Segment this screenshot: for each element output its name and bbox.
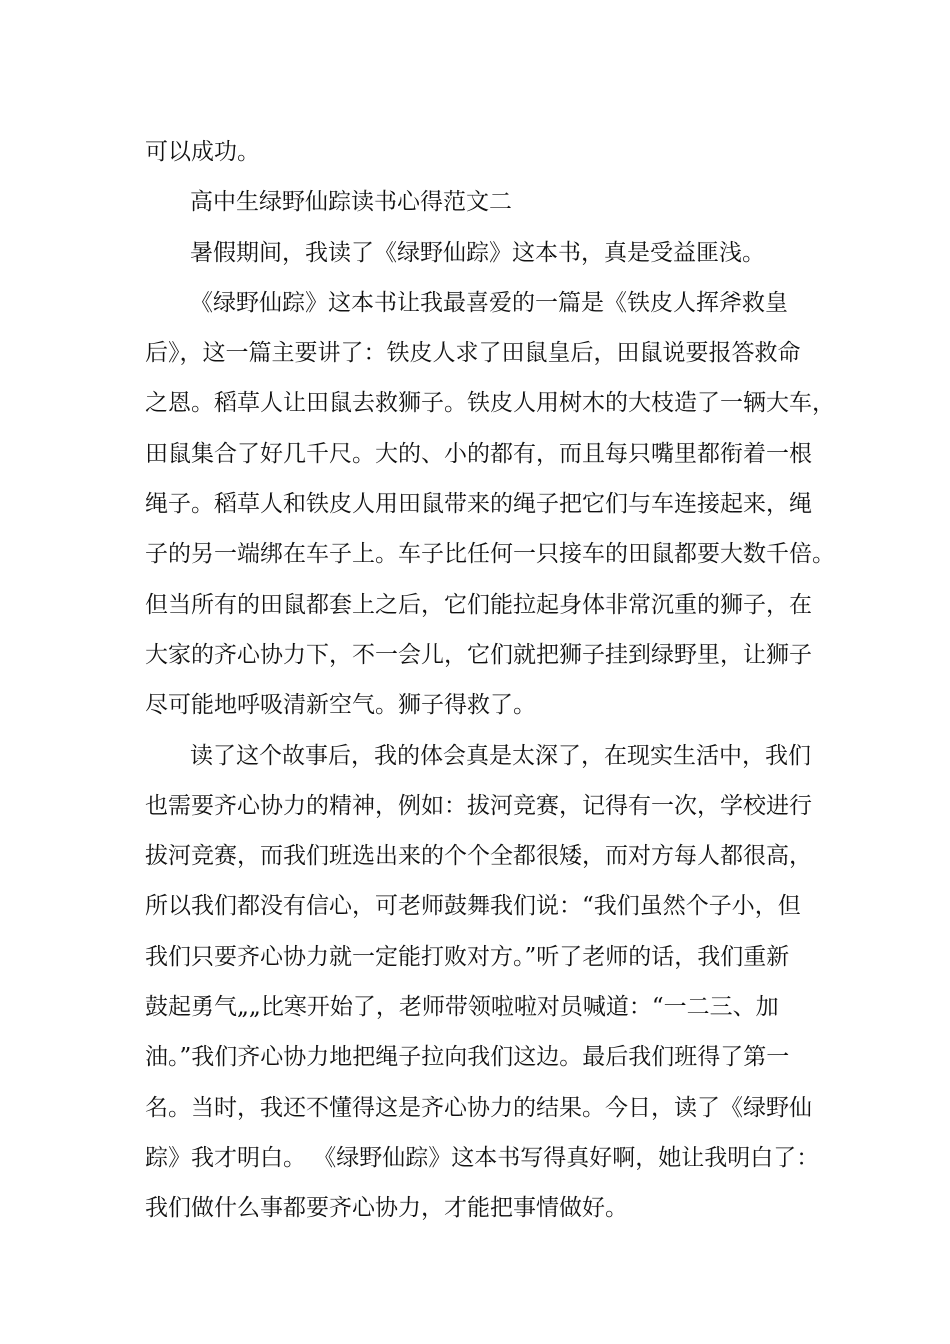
text-line: 可以成功。 [145,139,260,165]
text-line: 子的另一端绑在车子上。车子比任何一只接车的田鼠都要大数千倍。 [145,541,835,568]
text-line: 绳子。稻草人和铁皮人用田鼠带来的绳子把它们与车连接起来，绳 [145,491,812,518]
body-text [145,132,835,1239]
text-line: 田鼠集合了好几千尺。大的、小的都有，而且每只嘴里都衔着一根 [145,440,812,467]
text-line: 鼓起勇气„„比寒开始了，老师带领啦啦对员喊道：“一二三、加 [145,994,779,1021]
text-line: 读了这个故事后，我的体会真是太深了，在现实生活中，我们 [190,742,811,769]
text-line: 名。当时，我还不懂得这是齐心协力的结果。今日，读了《绿野仙 [145,1094,812,1121]
text-line: 也需要齐心协力的精神，例如：拔河竞赛，记得有一次，学校进行 [145,792,812,819]
text-line: 《绿野仙踪》这本书让我最喜爱的一篇是《铁皮人挥斧救皇 [190,289,788,316]
text-line: 所以我们都没有信心，可老师鼓舞我们说：“我们虽然个子小，但 [145,893,801,920]
text-line: 后》，这一篇主要讲了：铁皮人求了田鼠皇后，田鼠说要报答救命 [145,340,801,367]
text-line: 大家的齐心协力下，不一会儿，它们就把狮子挂到绿野里，让狮子 [145,641,812,668]
text-line: 我们只要齐心协力就一定能打败对方。”听了老师的话，我们重新 [145,943,790,970]
text-line: 尽可能地呼吸清新空气。狮子得救了。 [145,692,536,719]
text-line: 油。”我们齐心协力地把绳子拉向我们这边。最后我们班得了第一 [145,1044,790,1071]
text-line: 拔河竞赛，而我们班选出来的个个全都很矮，而对方每人都很高， [145,843,812,870]
text-line: 高中生绿野仙踪读书心得范文二 [190,189,512,216]
text-line: 但当所有的田鼠都套上之后，它们能拉起身体非常沉重的狮子，在 [145,591,812,618]
text-line: 踪》我才明白。 《绿野仙踪》这本书写得真好啊，她让我明白了： [145,1144,820,1171]
text-line: 之恩。稻草人让田鼠去救狮子。铁皮人用树木的大枝造了一辆大车， [145,390,835,417]
text-line: 暑假期间，我读了《绿野仙踪》这本书，真是受益匪浅。 [190,239,765,266]
text-line: 我们做什么事都要齐心协力，才能把事情做好。 [145,1195,628,1222]
